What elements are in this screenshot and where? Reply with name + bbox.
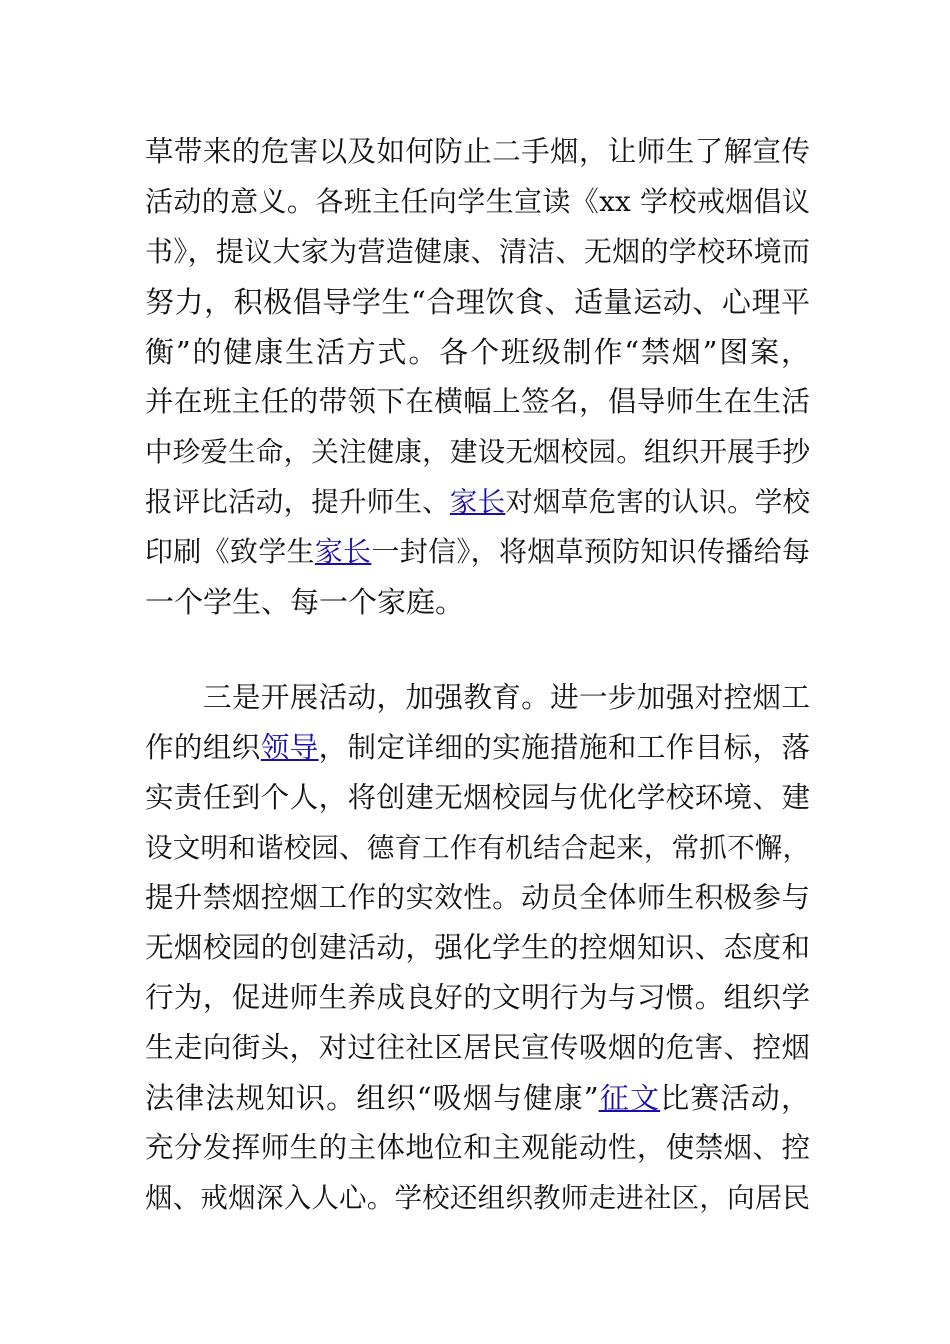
text-run: 对烟草危害的认识。学校 (505, 486, 811, 518)
text-line (145, 127, 810, 177)
text-run: 烟、戒烟深入人心。学校还组织教师走进社区，向居民 (145, 1182, 810, 1214)
text-line (145, 377, 810, 427)
text-run: 比赛活动， (660, 1081, 810, 1115)
text-run: 无烟校园的创建活动，强化学生的控烟知识、态度和 (145, 931, 810, 964)
link-jiazhang[interactable]: 家长 (449, 486, 506, 518)
text-line (145, 673, 810, 723)
text-line (145, 923, 810, 973)
text-line (145, 1023, 810, 1073)
text-line (145, 177, 810, 227)
text-run: 活动的意义。各班主任向学生宣读《xx 学校戒烟倡议 (145, 185, 810, 218)
text-run: 并在班主任的带领下在横幅上签名，倡导师生在生活 (145, 385, 810, 418)
text-line (145, 577, 810, 627)
link-jiazhang[interactable]: 家长 (314, 535, 372, 568)
paragraph-2 (145, 673, 810, 1223)
text-line (145, 773, 810, 823)
text-line (145, 823, 810, 873)
text-run: 充分发挥师生的主体地位和主观能动性，使禁烟、控 (145, 1131, 810, 1164)
text-run: 一封信》，将烟草预防知识传播给每 (371, 535, 810, 568)
text-run: 三是开展活动，加强教育。进一步加强对控烟工 (203, 681, 810, 714)
text-run: 中珍爱生命，关注健康，建设无烟校园。组织开展手抄 (145, 436, 810, 468)
text-run: 努力，积极倡导学生“合理饮食、适量运动、心理平 (145, 285, 810, 319)
text-run: 行为，促进师生养成良好的文明行为与习惯。组织学 (145, 981, 810, 1014)
text-line (145, 427, 810, 477)
text-run: 法律法规知识。组织“吸烟与健康” (145, 1081, 599, 1115)
text-run: 印刷《致学生 (145, 535, 315, 568)
text-run: 提升禁烟控烟工作的实效性。动员全体师生积极参与 (145, 881, 810, 914)
text-line (145, 327, 810, 377)
text-line (145, 277, 810, 327)
text-line (145, 1123, 810, 1173)
text-run: 生走向街头，对过往社区居民宣传吸烟的危害、控烟 (145, 1031, 810, 1064)
text-run: 作的组织 (145, 731, 261, 764)
text-run: 书》，提议大家为营造健康、清洁、无烟的学校环境而 (145, 235, 810, 268)
text-line (145, 873, 810, 923)
text-line (145, 477, 810, 527)
paragraph-1 (145, 127, 810, 627)
text-run: 衡”的健康生活方式。各个班级制作“禁烟”图案， (145, 335, 810, 369)
text-run: 一个学生、每一个家庭。 (145, 585, 465, 619)
text-run: ，制定详细的实施措施和工作目标，落 (318, 731, 810, 764)
text-line (145, 527, 810, 577)
text-line (145, 1073, 810, 1123)
text-run: 草带来的危害以及如何防止二手烟，让师生了解宣传 (145, 135, 810, 168)
text-line (145, 1173, 810, 1223)
text-line (145, 973, 810, 1023)
text-run: 设文明和谐校园、德育工作有机结合起来，常抓不懈， (145, 832, 810, 864)
text-run: 实责任到个人，将创建无烟校园与优化学校环境、建 (145, 781, 810, 814)
link-lingdao[interactable]: 领导 (260, 731, 319, 764)
text-run: 报评比活动，提升师生、 (145, 486, 450, 518)
link-zhengwen[interactable]: 征文 (598, 1081, 661, 1115)
text-line (145, 227, 810, 277)
text-line (145, 723, 810, 773)
